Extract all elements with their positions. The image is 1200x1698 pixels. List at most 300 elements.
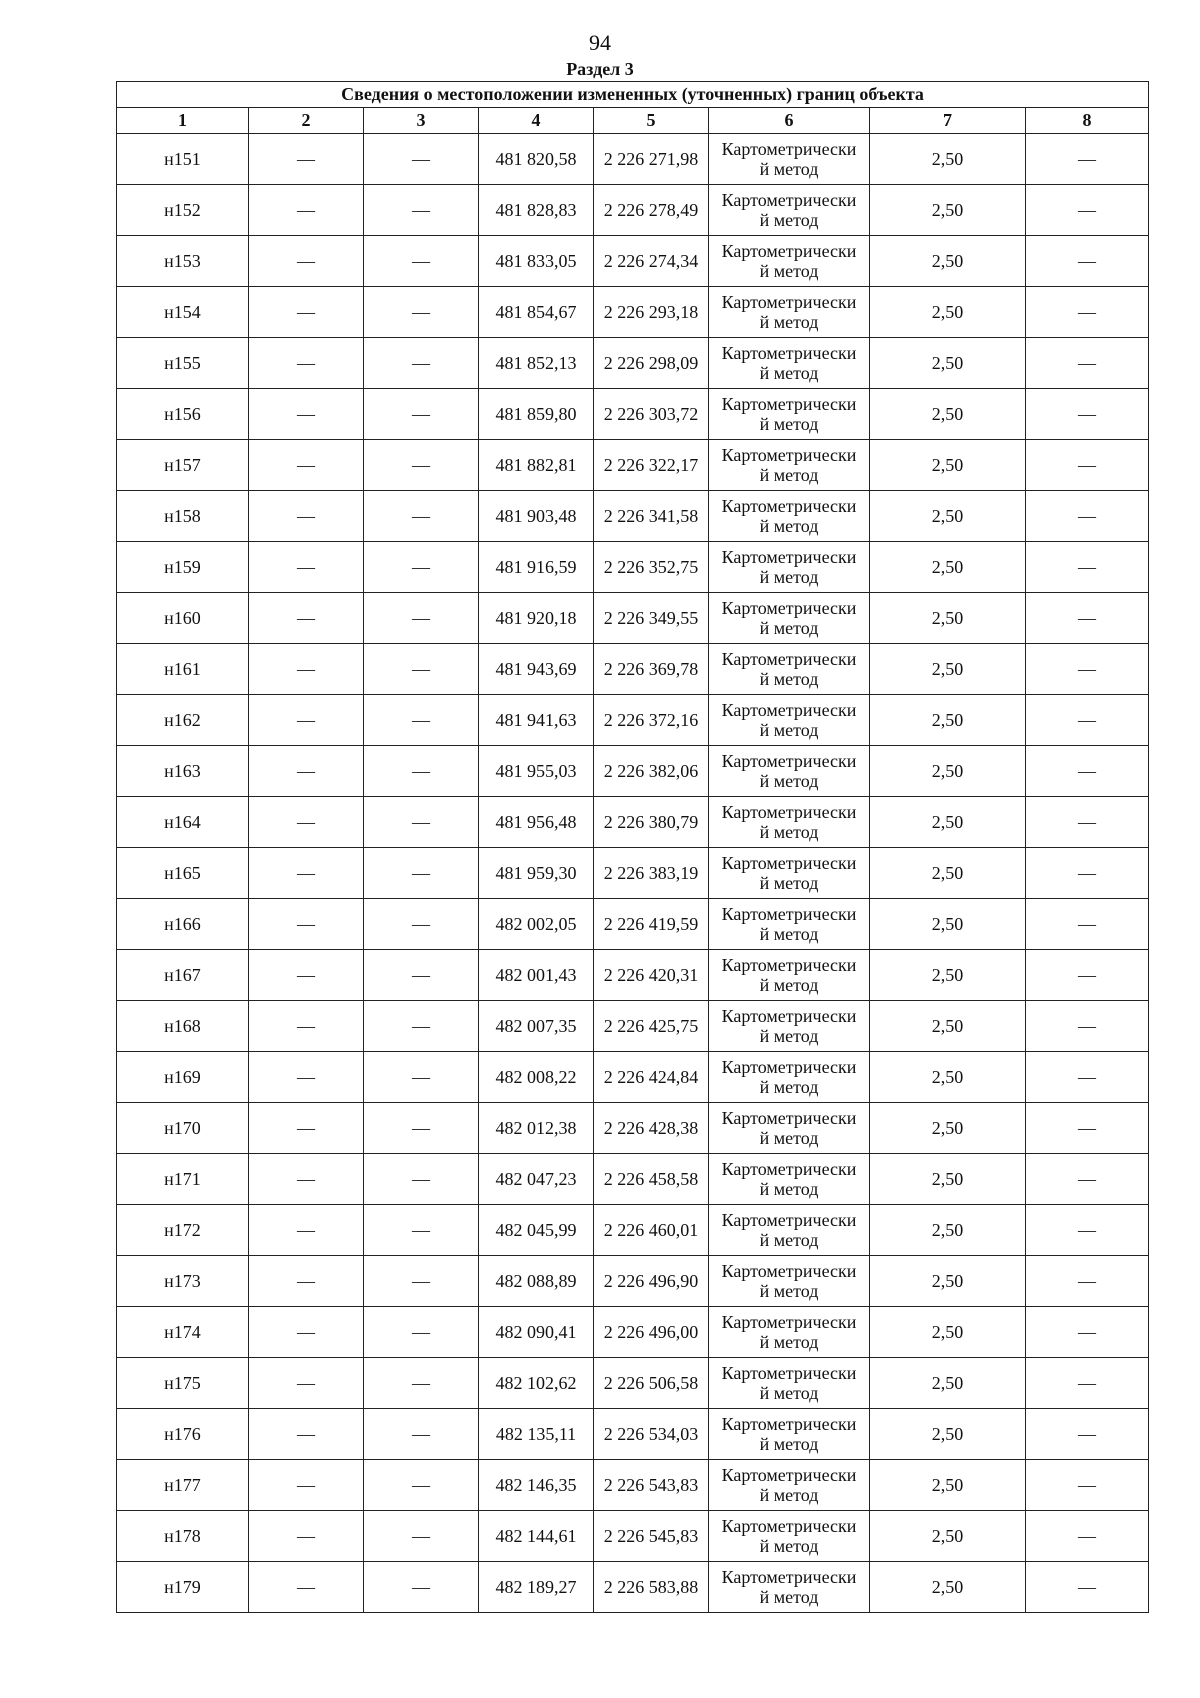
point-cell: н158 (117, 491, 249, 542)
column-3-cell: — (364, 542, 479, 593)
method-line-2: й метод (759, 669, 819, 689)
point-cell: н172 (117, 1205, 249, 1256)
table-row (117, 236, 1149, 287)
method-line-1: Картометрически (721, 700, 857, 720)
column-2-cell: — (249, 644, 364, 695)
column-3-cell: — (364, 1154, 479, 1205)
method-line-2: й метод (759, 261, 819, 281)
column-number: 8 (1026, 108, 1149, 134)
column-2-cell: — (249, 389, 364, 440)
x-coordinate-cell: 482 090,41 (479, 1307, 594, 1358)
accuracy-cell: 2,50 (870, 338, 1026, 389)
accuracy-cell: 2,50 (870, 1460, 1026, 1511)
point-cell: н170 (117, 1103, 249, 1154)
x-coordinate-cell: 482 045,99 (479, 1205, 594, 1256)
method-cell (709, 1154, 870, 1205)
method-line-2: й метод (759, 1128, 819, 1148)
table-row (117, 1154, 1149, 1205)
y-coordinate-cell: 2 226 383,19 (594, 848, 709, 899)
method-cell (709, 338, 870, 389)
x-coordinate-cell: 481 903,48 (479, 491, 594, 542)
point-cell: н155 (117, 338, 249, 389)
accuracy-cell: 2,50 (870, 1256, 1026, 1307)
method-cell (709, 491, 870, 542)
method-line-2: й метод (759, 1536, 819, 1556)
x-coordinate-cell: 482 002,05 (479, 899, 594, 950)
point-cell: н169 (117, 1052, 249, 1103)
column-3-cell: — (364, 1052, 479, 1103)
method-cell (709, 542, 870, 593)
x-coordinate-cell: 482 189,27 (479, 1562, 594, 1613)
method-cell (709, 848, 870, 899)
column-8-cell: — (1026, 1205, 1149, 1256)
method-cell (709, 185, 870, 236)
accuracy-cell: 2,50 (870, 1307, 1026, 1358)
point-cell: н175 (117, 1358, 249, 1409)
point-cell: н162 (117, 695, 249, 746)
column-2-cell: — (249, 593, 364, 644)
column-3-cell: — (364, 1307, 479, 1358)
y-coordinate-cell: 2 226 545,83 (594, 1511, 709, 1562)
method-line-2: й метод (759, 1179, 819, 1199)
y-coordinate-cell: 2 226 271,98 (594, 134, 709, 185)
x-coordinate-cell: 482 047,23 (479, 1154, 594, 1205)
table-row (117, 695, 1149, 746)
table-row (117, 1358, 1149, 1409)
method-line-1: Картометрически (721, 1108, 857, 1128)
method-cell (709, 1205, 870, 1256)
column-2-cell: — (249, 1460, 364, 1511)
section-title: Раздел 3 (566, 59, 634, 79)
method-line-1: Картометрически (721, 1516, 857, 1536)
point-cell: н151 (117, 134, 249, 185)
y-coordinate-cell: 2 226 372,16 (594, 695, 709, 746)
table-row (117, 950, 1149, 1001)
accuracy-cell: 2,50 (870, 542, 1026, 593)
table-row (117, 848, 1149, 899)
x-coordinate-cell: 481 941,63 (479, 695, 594, 746)
method-cell (709, 695, 870, 746)
column-8-cell: — (1026, 491, 1149, 542)
method-cell (709, 899, 870, 950)
method-line-2: й метод (759, 720, 819, 740)
x-coordinate-cell: 482 012,38 (479, 1103, 594, 1154)
method-line-1: Картометрически (721, 1567, 857, 1587)
method-line-1: Картометрически (721, 343, 857, 363)
x-coordinate-cell: 481 852,13 (479, 338, 594, 389)
table-caption: Сведения о местоположении измененных (уточненных) границ объекта (117, 82, 1149, 108)
y-coordinate-cell: 2 226 303,72 (594, 389, 709, 440)
method-cell (709, 1409, 870, 1460)
method-cell (709, 746, 870, 797)
x-coordinate-cell: 482 146,35 (479, 1460, 594, 1511)
method-line-1: Картометрически (721, 496, 857, 516)
y-coordinate-cell: 2 226 420,31 (594, 950, 709, 1001)
method-line-2: й метод (759, 363, 819, 383)
table-row (117, 1052, 1149, 1103)
method-cell (709, 593, 870, 644)
column-8-cell: — (1026, 1307, 1149, 1358)
page-number: 94 (589, 30, 611, 55)
column-2-cell: — (249, 1409, 364, 1460)
table-row (117, 593, 1149, 644)
column-number: 7 (870, 108, 1026, 134)
y-coordinate-cell: 2 226 278,49 (594, 185, 709, 236)
column-2-cell: — (249, 695, 364, 746)
column-2-cell: — (249, 1307, 364, 1358)
y-coordinate-cell: 2 226 496,00 (594, 1307, 709, 1358)
accuracy-cell: 2,50 (870, 1409, 1026, 1460)
point-cell: н159 (117, 542, 249, 593)
table-row (117, 1103, 1149, 1154)
point-cell: н161 (117, 644, 249, 695)
table-row (117, 491, 1149, 542)
method-cell (709, 1103, 870, 1154)
method-cell (709, 644, 870, 695)
x-coordinate-cell: 481 820,58 (479, 134, 594, 185)
column-3-cell: — (364, 1562, 479, 1613)
column-2-cell: — (249, 1562, 364, 1613)
accuracy-cell: 2,50 (870, 593, 1026, 644)
y-coordinate-cell: 2 226 419,59 (594, 899, 709, 950)
point-cell: н152 (117, 185, 249, 236)
method-cell (709, 1511, 870, 1562)
method-line-1: Картометрически (721, 190, 857, 210)
column-numbers-row (117, 108, 1149, 134)
column-number: 1 (117, 108, 249, 134)
column-8-cell: — (1026, 593, 1149, 644)
method-line-2: й метод (759, 822, 819, 842)
point-cell: н163 (117, 746, 249, 797)
column-8-cell: — (1026, 1358, 1149, 1409)
column-8-cell: — (1026, 1409, 1149, 1460)
column-3-cell: — (364, 1511, 479, 1562)
method-line-1: Картометрически (721, 445, 857, 465)
point-cell: н164 (117, 797, 249, 848)
table-row (117, 185, 1149, 236)
column-2-cell: — (249, 542, 364, 593)
method-line-2: й метод (759, 465, 819, 485)
method-line-2: й метод (759, 1434, 819, 1454)
column-3-cell: — (364, 491, 479, 542)
table-row (117, 134, 1149, 185)
method-line-1: Картометрически (721, 241, 857, 261)
accuracy-cell: 2,50 (870, 134, 1026, 185)
column-3-cell: — (364, 236, 479, 287)
column-2-cell: — (249, 236, 364, 287)
column-3-cell: — (364, 389, 479, 440)
method-line-2: й метод (759, 312, 819, 332)
point-cell: н179 (117, 1562, 249, 1613)
point-cell: н160 (117, 593, 249, 644)
y-coordinate-cell: 2 226 341,58 (594, 491, 709, 542)
column-number: 3 (364, 108, 479, 134)
column-8-cell: — (1026, 950, 1149, 1001)
method-line-2: й метод (759, 210, 819, 230)
column-8-cell: — (1026, 440, 1149, 491)
column-8-cell: — (1026, 1052, 1149, 1103)
x-coordinate-cell: 481 828,83 (479, 185, 594, 236)
column-8-cell: — (1026, 236, 1149, 287)
method-line-1: Картометрически (721, 649, 857, 669)
method-cell (709, 134, 870, 185)
column-number: 6 (709, 108, 870, 134)
method-line-1: Картометрически (721, 1261, 857, 1281)
column-3-cell: — (364, 950, 479, 1001)
x-coordinate-cell: 481 959,30 (479, 848, 594, 899)
method-line-1: Картометрически (721, 1414, 857, 1434)
method-cell (709, 440, 870, 491)
method-cell (709, 1358, 870, 1409)
method-cell (709, 950, 870, 1001)
table-row (117, 338, 1149, 389)
y-coordinate-cell: 2 226 534,03 (594, 1409, 709, 1460)
column-3-cell: — (364, 287, 479, 338)
column-3-cell: — (364, 797, 479, 848)
y-coordinate-cell: 2 226 458,58 (594, 1154, 709, 1205)
accuracy-cell: 2,50 (870, 236, 1026, 287)
x-coordinate-cell: 481 859,80 (479, 389, 594, 440)
column-8-cell: — (1026, 899, 1149, 950)
method-line-1: Картометрически (721, 1159, 857, 1179)
column-number: 2 (249, 108, 364, 134)
accuracy-cell: 2,50 (870, 1154, 1026, 1205)
accuracy-cell: 2,50 (870, 848, 1026, 899)
column-3-cell: — (364, 1205, 479, 1256)
column-8-cell: — (1026, 338, 1149, 389)
method-line-2: й метод (759, 414, 819, 434)
method-cell (709, 1460, 870, 1511)
y-coordinate-cell: 2 226 298,09 (594, 338, 709, 389)
method-line-1: Картометрически (721, 139, 857, 159)
table-row (117, 746, 1149, 797)
x-coordinate-cell: 482 007,35 (479, 1001, 594, 1052)
column-2-cell: — (249, 287, 364, 338)
table-row (117, 797, 1149, 848)
y-coordinate-cell: 2 226 274,34 (594, 236, 709, 287)
method-cell (709, 1001, 870, 1052)
x-coordinate-cell: 482 088,89 (479, 1256, 594, 1307)
method-line-2: й метод (759, 873, 819, 893)
column-8-cell: — (1026, 185, 1149, 236)
y-coordinate-cell: 2 226 583,88 (594, 1562, 709, 1613)
column-3-cell: — (364, 1460, 479, 1511)
method-line-2: й метод (759, 618, 819, 638)
table-body (117, 134, 1149, 1613)
method-line-1: Картометрически (721, 292, 857, 312)
table-row (117, 542, 1149, 593)
table-row (117, 1205, 1149, 1256)
column-2-cell: — (249, 1052, 364, 1103)
y-coordinate-cell: 2 226 369,78 (594, 644, 709, 695)
accuracy-cell: 2,50 (870, 644, 1026, 695)
method-line-1: Картометрически (721, 1006, 857, 1026)
method-line-2: й метод (759, 1077, 819, 1097)
column-2-cell: — (249, 1001, 364, 1052)
method-line-2: й метод (759, 1281, 819, 1301)
column-8-cell: — (1026, 746, 1149, 797)
column-3-cell: — (364, 185, 479, 236)
y-coordinate-cell: 2 226 382,06 (594, 746, 709, 797)
method-line-2: й метод (759, 159, 819, 179)
accuracy-cell: 2,50 (870, 950, 1026, 1001)
x-coordinate-cell: 481 882,81 (479, 440, 594, 491)
method-cell (709, 1307, 870, 1358)
method-line-2: й метод (759, 1485, 819, 1505)
method-line-1: Картометрически (721, 802, 857, 822)
method-line-1: Картометрически (721, 1312, 857, 1332)
x-coordinate-cell: 482 135,11 (479, 1409, 594, 1460)
y-coordinate-cell: 2 226 293,18 (594, 287, 709, 338)
column-3-cell: — (364, 695, 479, 746)
column-2-cell: — (249, 1103, 364, 1154)
column-8-cell: — (1026, 1256, 1149, 1307)
method-line-1: Картометрически (721, 1465, 857, 1485)
y-coordinate-cell: 2 226 352,75 (594, 542, 709, 593)
column-3-cell: — (364, 644, 479, 695)
y-coordinate-cell: 2 226 424,84 (594, 1052, 709, 1103)
accuracy-cell: 2,50 (870, 1052, 1026, 1103)
accuracy-cell: 2,50 (870, 1358, 1026, 1409)
y-coordinate-cell: 2 226 425,75 (594, 1001, 709, 1052)
point-cell: н177 (117, 1460, 249, 1511)
column-2-cell: — (249, 440, 364, 491)
column-8-cell: — (1026, 644, 1149, 695)
y-coordinate-cell: 2 226 380,79 (594, 797, 709, 848)
accuracy-cell: 2,50 (870, 440, 1026, 491)
column-2-cell: — (249, 746, 364, 797)
x-coordinate-cell: 481 854,67 (479, 287, 594, 338)
point-cell: н153 (117, 236, 249, 287)
column-3-cell: — (364, 134, 479, 185)
x-coordinate-cell: 481 943,69 (479, 644, 594, 695)
column-2-cell: — (249, 185, 364, 236)
column-3-cell: — (364, 899, 479, 950)
column-3-cell: — (364, 440, 479, 491)
method-line-2: й метод (759, 1026, 819, 1046)
y-coordinate-cell: 2 226 543,83 (594, 1460, 709, 1511)
point-cell: н167 (117, 950, 249, 1001)
method-line-2: й метод (759, 771, 819, 791)
method-cell (709, 389, 870, 440)
column-8-cell: — (1026, 542, 1149, 593)
accuracy-cell: 2,50 (870, 1511, 1026, 1562)
method-line-1: Картометрически (721, 751, 857, 771)
column-8-cell: — (1026, 1154, 1149, 1205)
y-coordinate-cell: 2 226 322,17 (594, 440, 709, 491)
y-coordinate-cell: 2 226 349,55 (594, 593, 709, 644)
point-cell: н174 (117, 1307, 249, 1358)
method-cell (709, 797, 870, 848)
method-cell (709, 287, 870, 338)
method-line-1: Картометрически (721, 853, 857, 873)
method-line-1: Картометрически (721, 1057, 857, 1077)
column-3-cell: — (364, 593, 479, 644)
accuracy-cell: 2,50 (870, 746, 1026, 797)
table-row (117, 899, 1149, 950)
column-8-cell: — (1026, 695, 1149, 746)
y-coordinate-cell: 2 226 506,58 (594, 1358, 709, 1409)
y-coordinate-cell: 2 226 496,90 (594, 1256, 709, 1307)
column-2-cell: — (249, 848, 364, 899)
method-cell (709, 1052, 870, 1103)
accuracy-cell: 2,50 (870, 1103, 1026, 1154)
point-cell: н168 (117, 1001, 249, 1052)
accuracy-cell: 2,50 (870, 1562, 1026, 1613)
x-coordinate-cell: 482 001,43 (479, 950, 594, 1001)
method-cell (709, 1562, 870, 1613)
method-line-2: й метод (759, 924, 819, 944)
accuracy-cell: 2,50 (870, 797, 1026, 848)
method-line-1: Картометрически (721, 955, 857, 975)
coordinates-table (116, 81, 1149, 1613)
point-cell: н176 (117, 1409, 249, 1460)
column-3-cell: — (364, 338, 479, 389)
point-cell: н157 (117, 440, 249, 491)
method-line-2: й метод (759, 975, 819, 995)
method-line-2: й метод (759, 1587, 819, 1607)
table-row (117, 1307, 1149, 1358)
method-line-1: Картометрически (721, 1210, 857, 1230)
column-2-cell: — (249, 1256, 364, 1307)
accuracy-cell: 2,50 (870, 1205, 1026, 1256)
column-2-cell: — (249, 338, 364, 389)
column-3-cell: — (364, 848, 479, 899)
x-coordinate-cell: 481 920,18 (479, 593, 594, 644)
accuracy-cell: 2,50 (870, 1001, 1026, 1052)
column-2-cell: — (249, 899, 364, 950)
method-line-1: Картометрически (721, 547, 857, 567)
point-cell: н156 (117, 389, 249, 440)
column-2-cell: — (249, 797, 364, 848)
point-cell: н178 (117, 1511, 249, 1562)
table-row (117, 1562, 1149, 1613)
x-coordinate-cell: 481 916,59 (479, 542, 594, 593)
x-coordinate-cell: 481 955,03 (479, 746, 594, 797)
column-8-cell: — (1026, 389, 1149, 440)
method-line-1: Картометрически (721, 598, 857, 618)
column-8-cell: — (1026, 287, 1149, 338)
column-2-cell: — (249, 950, 364, 1001)
table-row (117, 644, 1149, 695)
x-coordinate-cell: 482 008,22 (479, 1052, 594, 1103)
accuracy-cell: 2,50 (870, 491, 1026, 542)
table-row (117, 440, 1149, 491)
column-8-cell: — (1026, 1562, 1149, 1613)
column-8-cell: — (1026, 848, 1149, 899)
column-2-cell: — (249, 1205, 364, 1256)
accuracy-cell: 2,50 (870, 899, 1026, 950)
method-line-2: й метод (759, 567, 819, 587)
method-line-2: й метод (759, 516, 819, 536)
column-2-cell: — (249, 1358, 364, 1409)
column-number: 4 (479, 108, 594, 134)
column-8-cell: — (1026, 134, 1149, 185)
column-3-cell: — (364, 1358, 479, 1409)
column-8-cell: — (1026, 1511, 1149, 1562)
table-row (117, 1460, 1149, 1511)
table-row (117, 1511, 1149, 1562)
column-3-cell: — (364, 1001, 479, 1052)
y-coordinate-cell: 2 226 460,01 (594, 1205, 709, 1256)
x-coordinate-cell: 481 833,05 (479, 236, 594, 287)
column-3-cell: — (364, 1103, 479, 1154)
method-line-2: й метод (759, 1383, 819, 1403)
column-number: 5 (594, 108, 709, 134)
table-row (117, 287, 1149, 338)
point-cell: н173 (117, 1256, 249, 1307)
column-2-cell: — (249, 1511, 364, 1562)
